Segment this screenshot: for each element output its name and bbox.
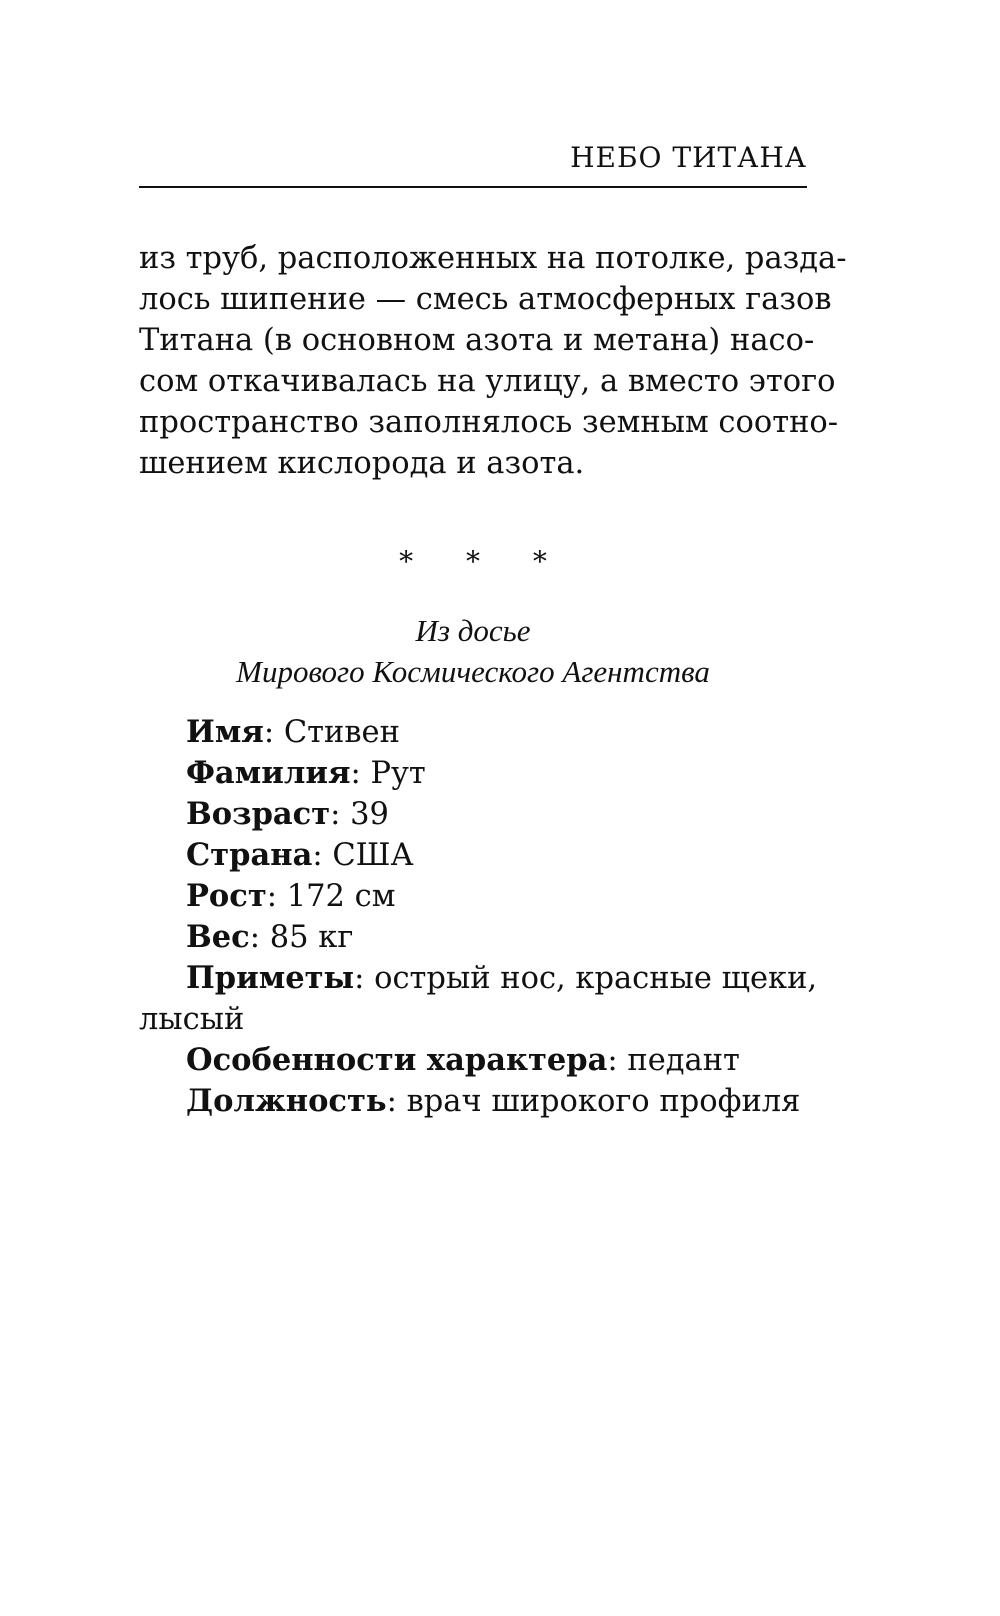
paragraph-line: Титана (в основном азота и метана) насо- — [139, 323, 815, 358]
field-features-continuation: лысый — [139, 1002, 245, 1037]
paragraph-line: лось шипение — смесь атмосферных газов — [139, 282, 832, 317]
field-value: 85 кг — [269, 920, 354, 955]
field-key: Возраст — [186, 796, 331, 832]
field-key: Особенности характера — [186, 1042, 608, 1078]
dossier-title-line2: Мирового Космического Агентства — [236, 654, 710, 689]
paragraph-line: шением кислорода и азота. — [139, 446, 585, 481]
paragraph-line: пространство заполнялось земным соотно- — [139, 405, 839, 440]
field-features-line: Приметы: острый нос, красные щеки, — [186, 960, 818, 996]
field-character: Особенности характера: педант — [186, 1042, 740, 1078]
header-rule — [139, 186, 807, 188]
field-name: Имя: Стивен — [186, 714, 400, 750]
body-paragraph — [139, 238, 847, 484]
running-head: НЕБО ТИТАНА — [570, 141, 807, 174]
field-value: врач широкого профиля — [406, 1084, 801, 1119]
field-value: США — [332, 838, 414, 873]
field-key: Имя — [186, 714, 264, 750]
field-value: 39 — [350, 797, 389, 832]
field-key: Приметы — [186, 960, 355, 996]
paragraph-line: сом откачивалась на улицу, а вместо этого — [139, 364, 836, 399]
field-value: педант — [627, 1043, 740, 1078]
paragraph-line: из труб, расположенных на потолке, разда- — [139, 241, 847, 276]
dossier-fields — [139, 712, 818, 1122]
field-key: Рост — [186, 878, 267, 914]
field-key: Фамилия — [186, 755, 351, 791]
field-height: Рост: 172 см — [186, 878, 396, 914]
field-value: Стивен — [283, 715, 400, 750]
field-position: Должность: врач широкого профиля — [186, 1083, 801, 1119]
field-key: Страна — [186, 837, 313, 873]
dossier-title-line1: Из досье — [415, 613, 531, 648]
field-value: острый нос, красные щеки, — [374, 961, 818, 996]
field-features — [139, 958, 818, 999]
section-separator: * * * — [399, 545, 569, 578]
field-age: Возраст: 39 — [186, 796, 389, 832]
field-key: Вес — [186, 919, 250, 955]
field-surname: Фамилия: Рут — [186, 755, 426, 791]
field-value: Рут — [370, 756, 426, 791]
field-key: Должность — [186, 1083, 387, 1119]
field-country: Страна: США — [186, 837, 414, 873]
field-weight: Вес: 85 кг — [186, 919, 354, 955]
dossier-title — [139, 610, 807, 692]
field-value: 172 см — [286, 879, 396, 914]
